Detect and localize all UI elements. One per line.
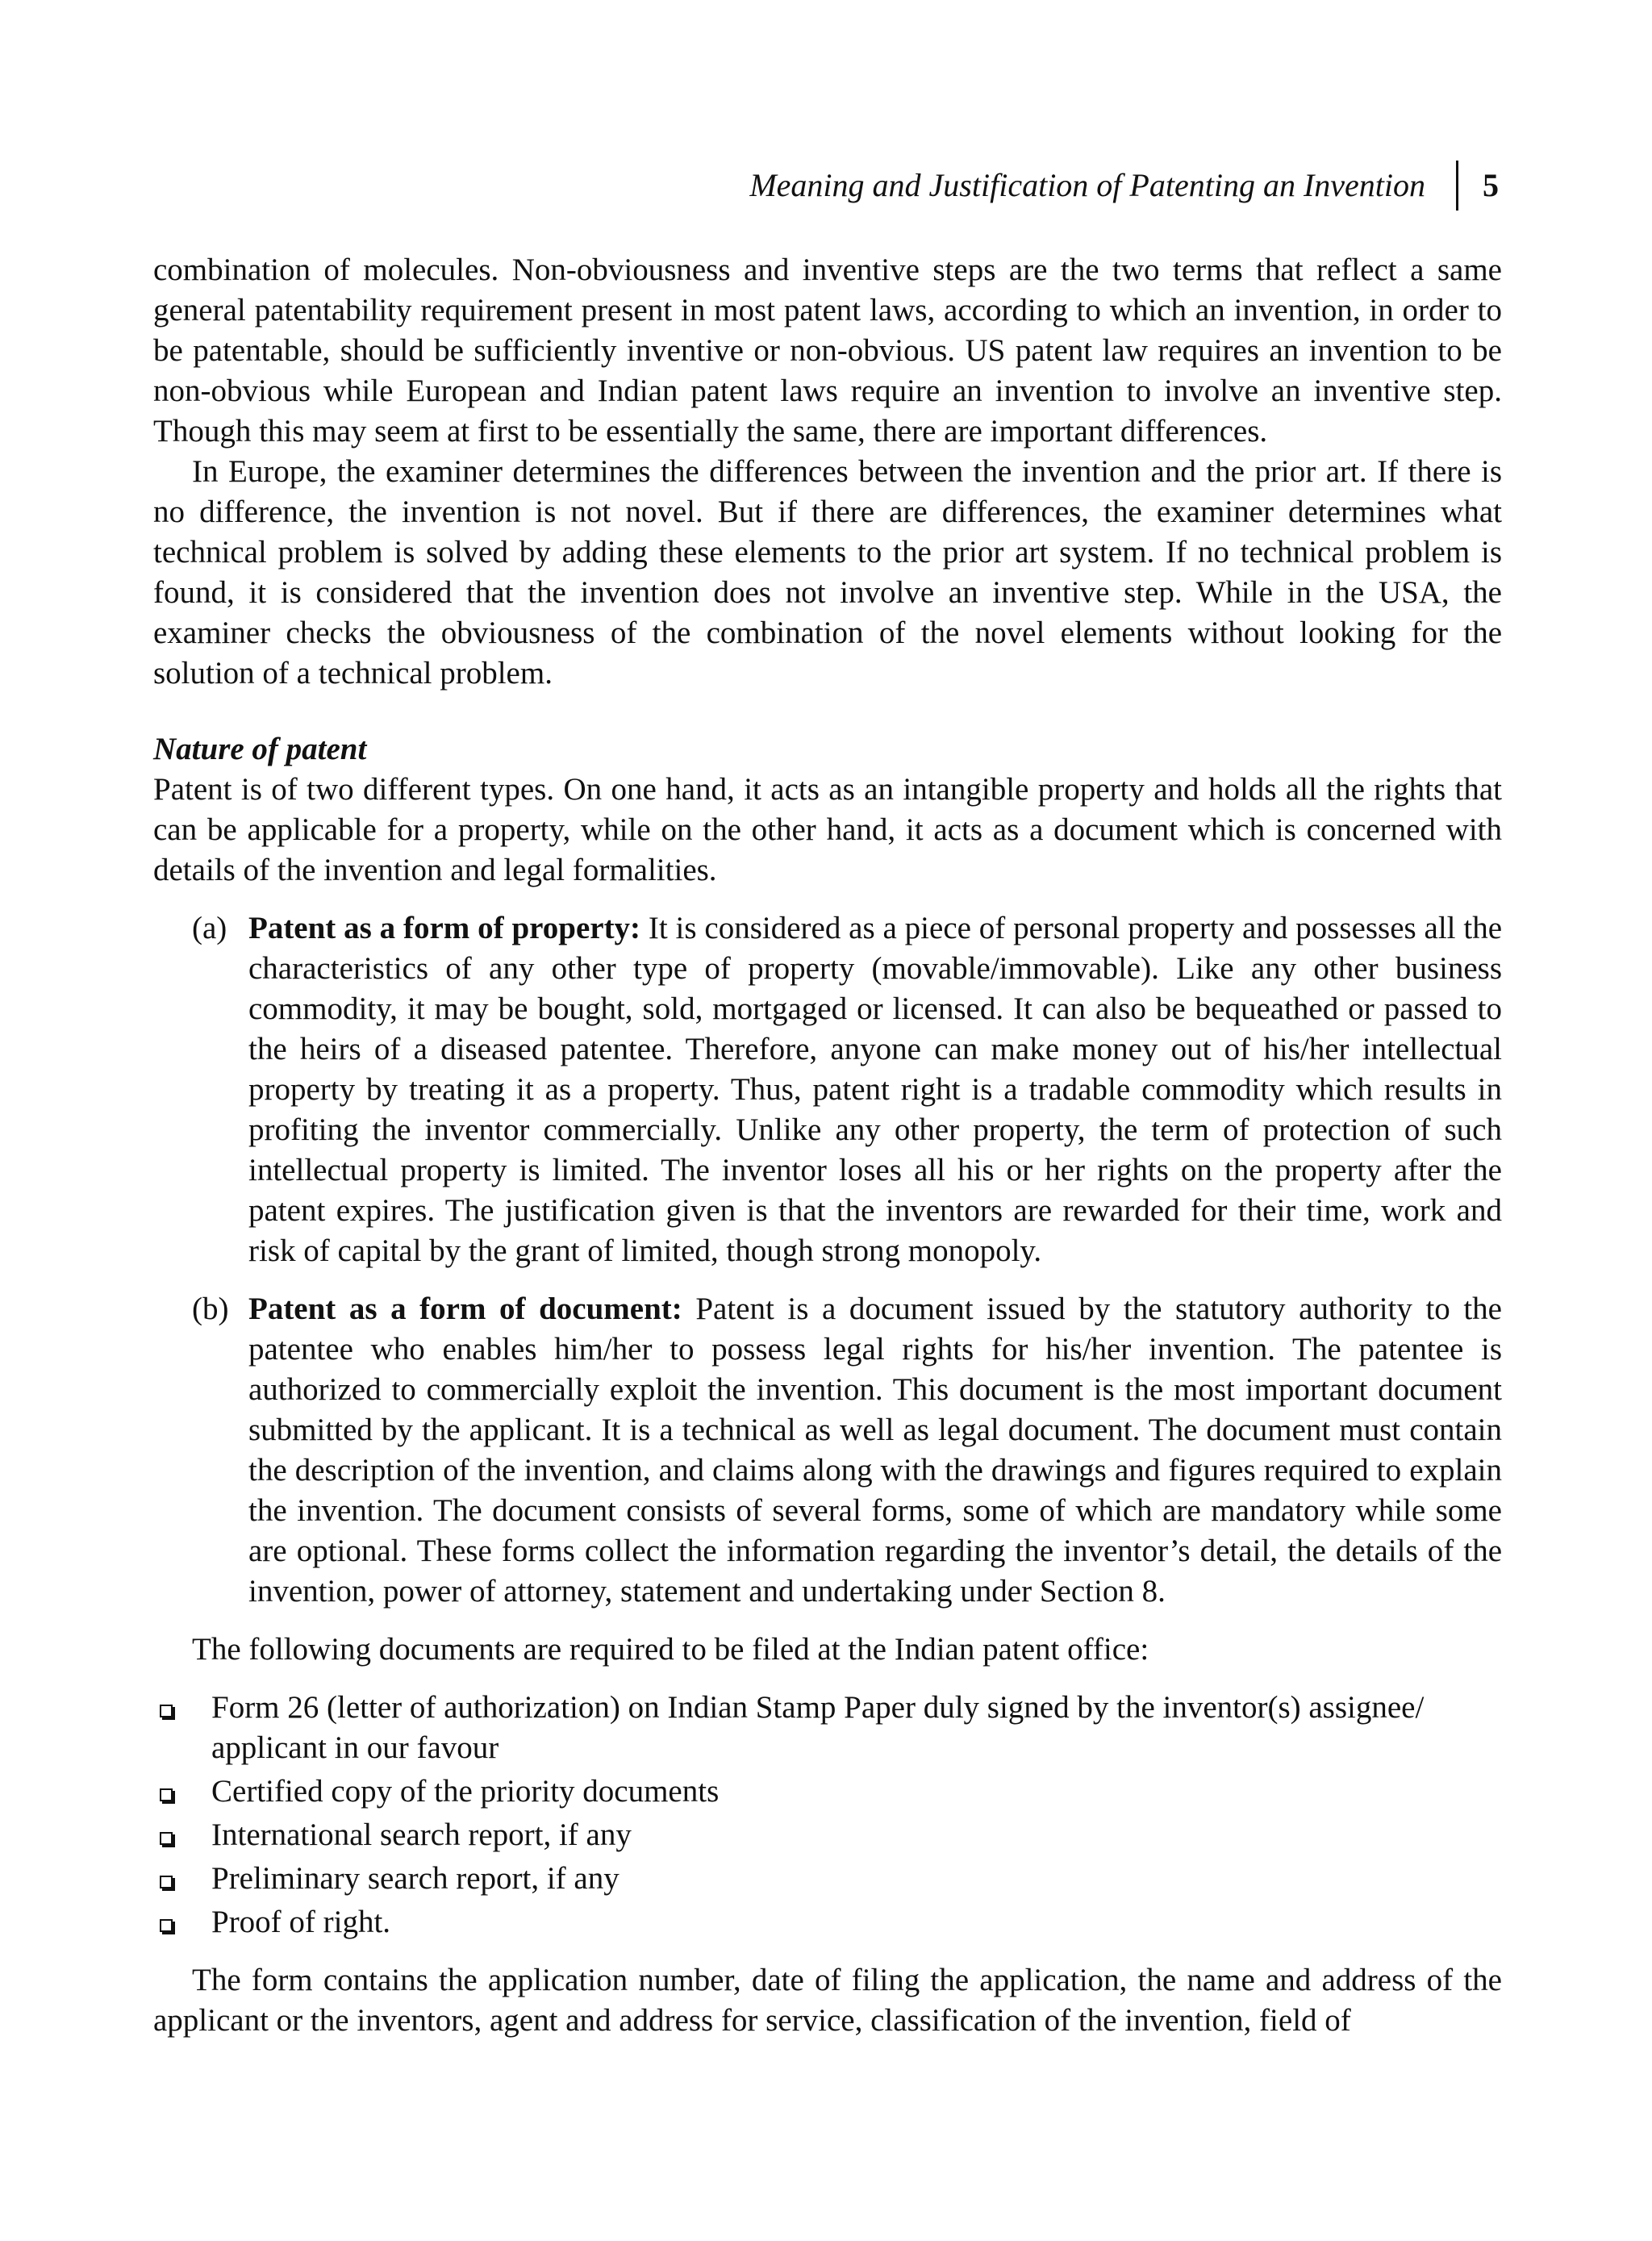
patent-types-list bbox=[153, 908, 1502, 1612]
documents-intro: The following documents are required to be filed at the Indian patent office: bbox=[192, 1632, 1149, 1667]
bullet-text: Form 26 (letter of authorization) on Indian Stamp Paper duly signed by the inventor(s) assignee/ applicant in our favour bbox=[211, 1690, 1425, 1765]
section-intro: Patent is of two different types. On one hand, it acts as an intangible property and holds all the rights that can be applicable for a property, while on the other hand, it acts as a document which is concerned with details of the invention and legal formalities. bbox=[153, 772, 1502, 887]
bullet-text: International search report, if any bbox=[211, 1817, 632, 1852]
paragraph-continued: combination of molecules. Non-obviousness and inventive steps are the two terms that reflect a same general patentability requirement present in most patent laws, according to which an invention, in order to be patentable, should be sufficiently inventive or non-obvious. US patent law requires an invention to be non-obvious while European and Indian patent laws require an invention to involve an inventive step. Though this may seem at first to be essentially the same, there are important differences. bbox=[153, 252, 1502, 449]
list-item-text: Patent is a document issued by the statutory authority to the patentee who enables him/her to possess legal rights for his/her invention. The patentee is authorized to commercially exploit the invention. This document is the most important document submitted by the applicant. It is a technical as well as legal document. The document must contain the description of the invention, and claims along with the drawings and figures required to explain the invention. The document consists of several forms, some of which are mandatory while some are optional. These forms collect the information regarding the inventor’s detail, the details of the invention, power of attorney, statement and undertaking under Section 8. bbox=[248, 1292, 1502, 1609]
list-item bbox=[153, 1859, 1502, 1899]
paragraph-europe-usa: In Europe, the examiner determines the differences between the invention and the prior art. If there is no difference, the invention is not novel. But if there are differences, the examiner determines what technical problem is solved by adding these elements to the prior art system. If no technical problem is found, it is considered that the invention does not involve an inventive step. While in the USA, the examiner checks the obviousness of the combination of the novel elements without looking for the solution of a technical problem. bbox=[153, 454, 1502, 691]
list-item-title: Patent as a form of property: bbox=[248, 911, 641, 945]
list-item bbox=[153, 1902, 1502, 1943]
header-divider bbox=[1456, 161, 1458, 211]
list-item-text: It is considered as a piece of personal property and possesses all the characteristics of any other type of property (movable/immovable). Like any other business commodity, it may be bought, sold, mortgaged or licensed. It can also be bequeathed or passed to the heirs of a diseased patentee. Therefore, anyone can make money out of his/her intellectual property by treating it as a property. Thus, patent right is a tradable commodity which results in profiting the inventor commercially. Unlike any other property, the term of protection of such intellectual property is limited. The inventor loses all his or her rights on the property after the patent expires. The justification given is that the inventors are rewarded for their time, work and risk of capital by the grant of limited, though strong monopoly. bbox=[248, 911, 1503, 1268]
checkbox-bullet-icon bbox=[160, 1919, 173, 1932]
checkbox-bullet-icon bbox=[160, 1876, 173, 1888]
page-body bbox=[153, 250, 1502, 2041]
checkbox-bullet-icon bbox=[160, 1705, 173, 1717]
bullet-text: Preliminary search report, if any bbox=[211, 1861, 620, 1896]
checkbox-bullet-icon bbox=[160, 1832, 173, 1845]
list-item-title: Patent as a form of document: bbox=[248, 1292, 682, 1326]
bullet-text: Proof of right. bbox=[211, 1905, 391, 1939]
list-item bbox=[153, 1815, 1502, 1855]
documents-list bbox=[153, 1688, 1502, 1943]
list-item-property bbox=[153, 908, 1502, 1271]
page-number: 5 bbox=[1483, 167, 1499, 203]
list-item-label: (a) bbox=[192, 911, 227, 945]
list-item bbox=[153, 1772, 1502, 1812]
checkbox-bullet-icon bbox=[160, 1788, 173, 1801]
bullet-text: Certified copy of the priority documents bbox=[211, 1774, 720, 1809]
running-header bbox=[749, 161, 1499, 210]
list-item-label: (b) bbox=[192, 1292, 229, 1326]
list-item bbox=[153, 1688, 1502, 1768]
closing-paragraph: The form contains the application number, date of filing the application, the name and address of the applicant or the inventors, agent and address for service, classification of the invention, field of bbox=[153, 1963, 1502, 2038]
section-heading: Nature of patent bbox=[153, 732, 367, 766]
list-item-document bbox=[153, 1289, 1502, 1612]
section-nature-of-patent bbox=[153, 729, 1502, 891]
header-title: Meaning and Justification of Patenting an Invention bbox=[749, 167, 1425, 203]
